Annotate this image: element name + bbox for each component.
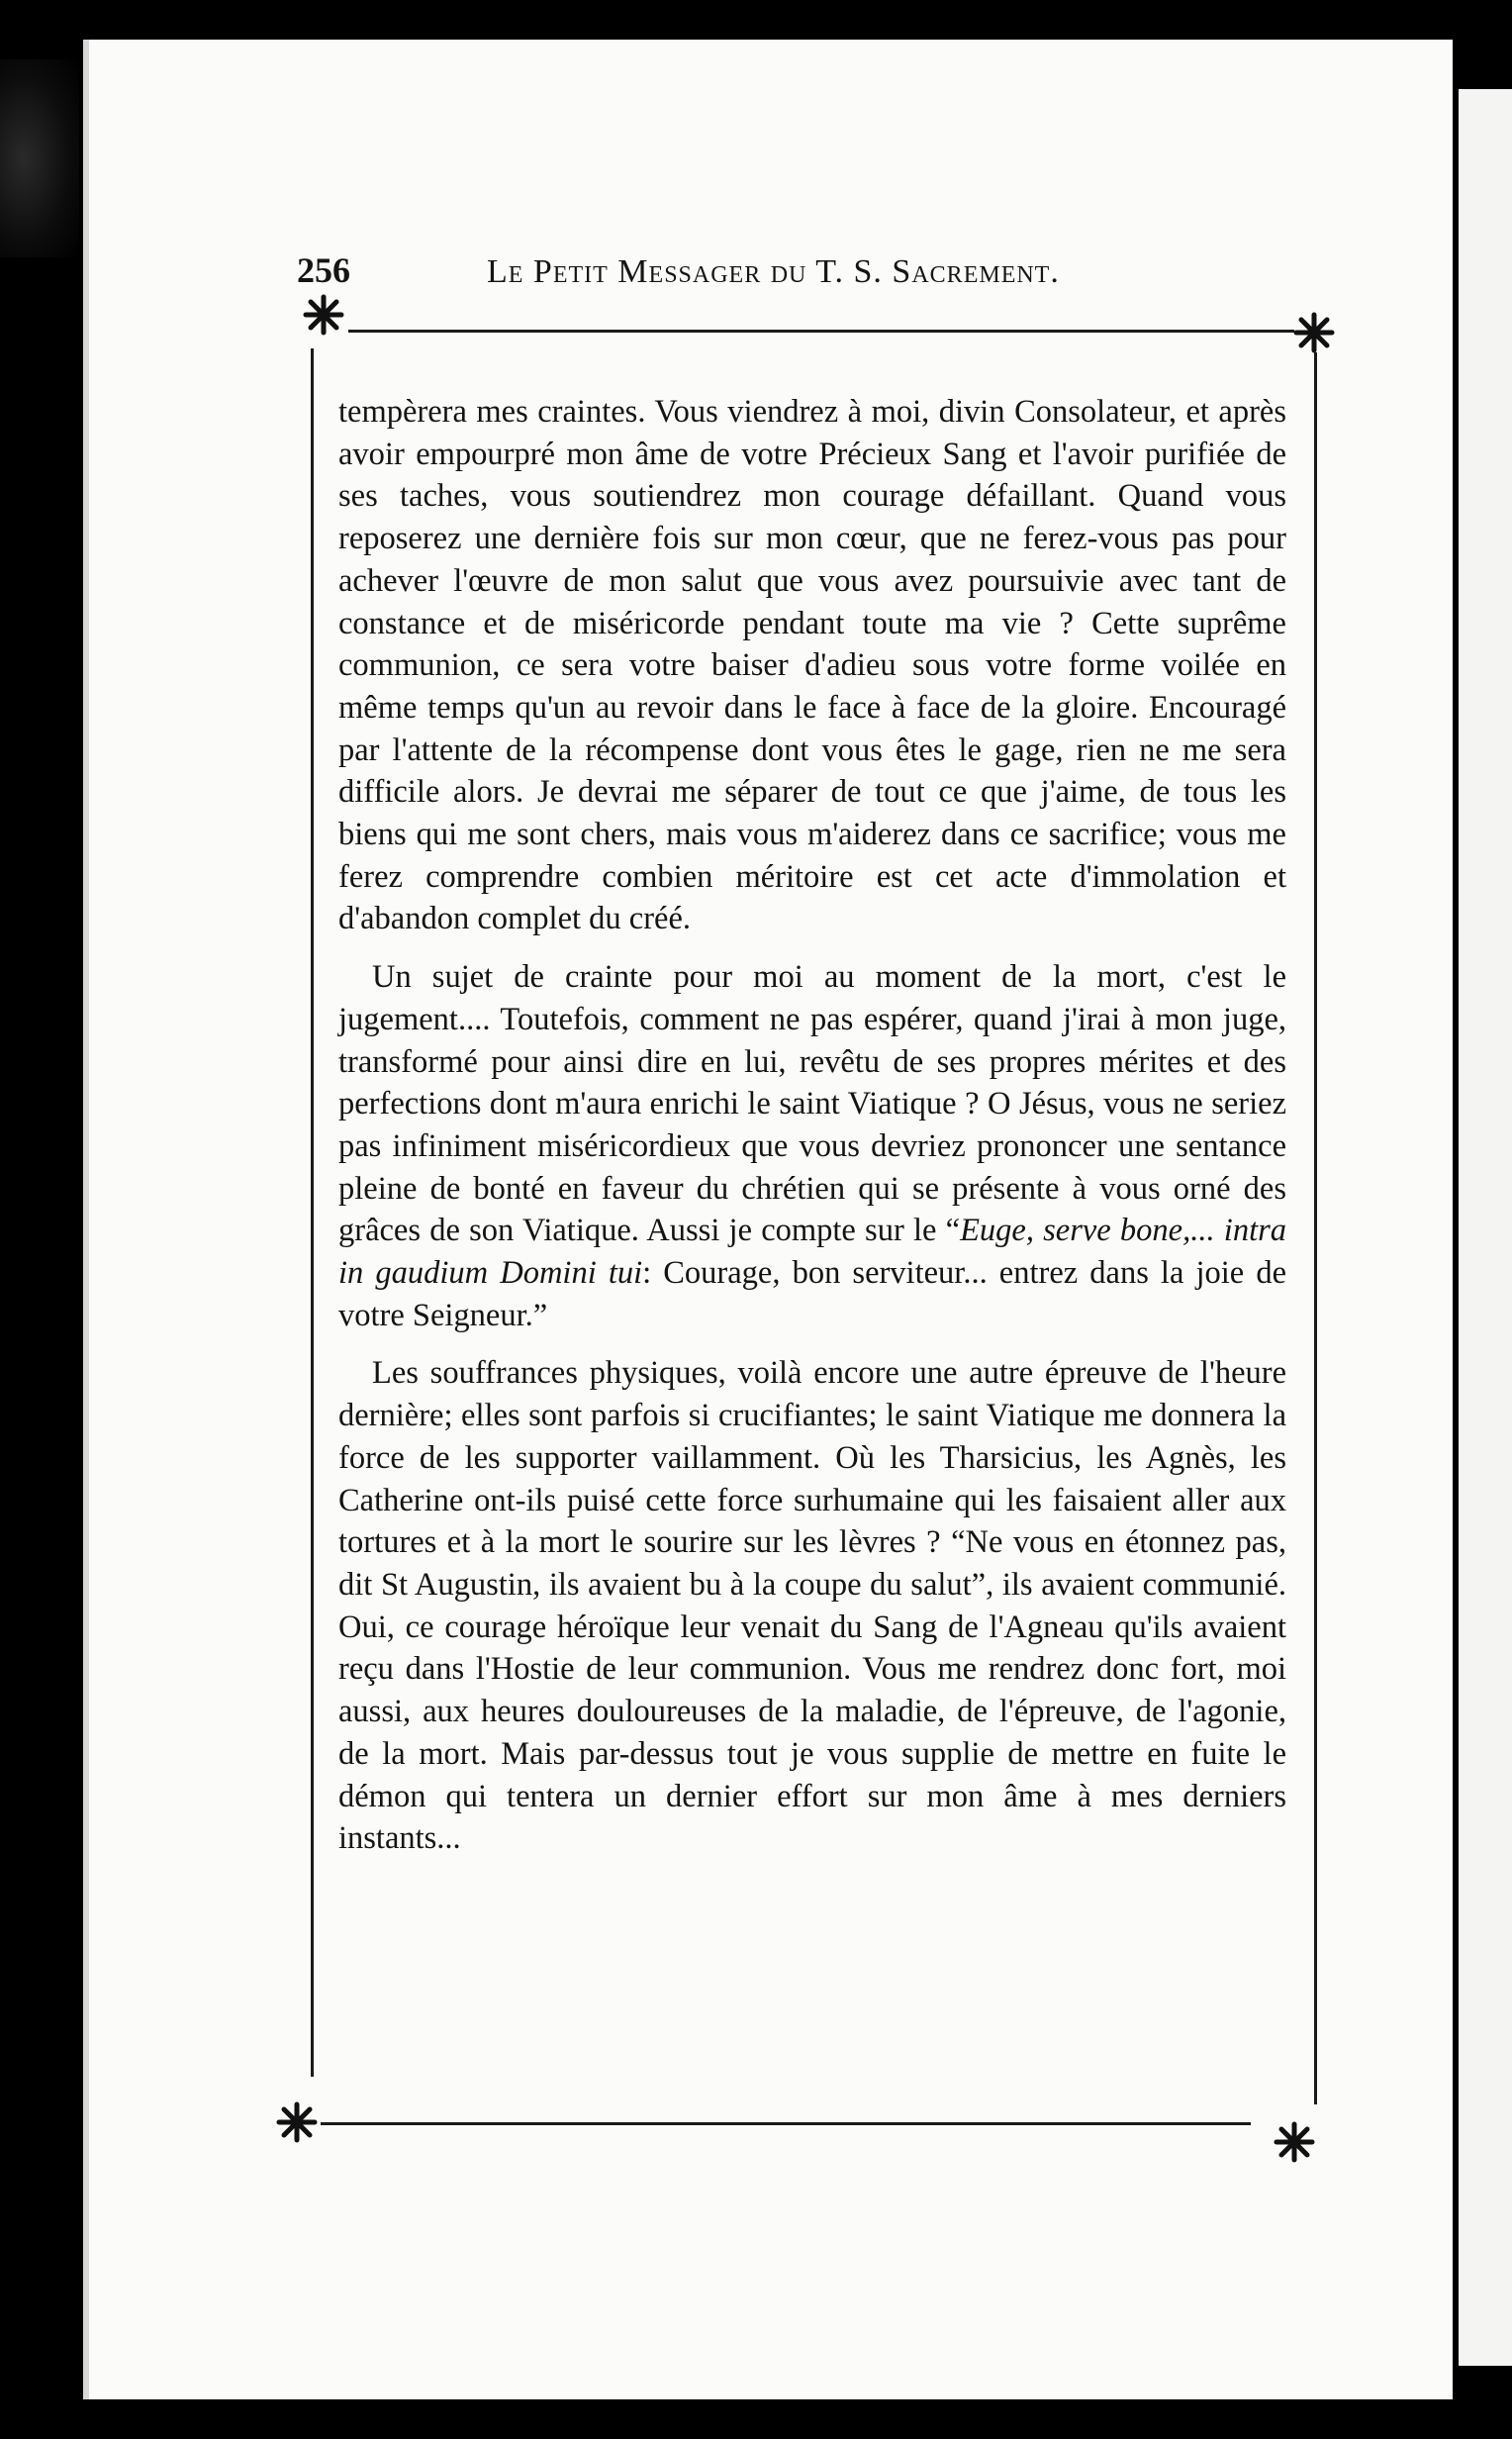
paragraph [338, 1352, 1286, 1859]
frame-top-rule [348, 330, 1294, 333]
italic-quote: Euge, serve bone,... intra in gaudium Domini tui [338, 1213, 1287, 1292]
frame-left-rule [311, 348, 314, 2077]
adjacent-page-edge [1459, 89, 1512, 2366]
ornament-bottom-left-icon [275, 2100, 319, 2144]
frame-bottom-rule [321, 2122, 1251, 2125]
paragraph [338, 391, 1286, 940]
ornament-top-left-icon [302, 293, 345, 337]
paragraph-text: : Courage, bon serviteur... entrez dans la joie de votre Seigneur.” [338, 1255, 1286, 1333]
paragraph-text: Un sujet de crainte pour moi au moment de la mort, c'est le jugement.... Toutefois, comment ne pas espérer, quand j'irai à mon juge, transformé pour ainsi dire en lui, revêtu de ses propres mérites et des perfections dont m'aura enrichi le saint Viatique ? O Jésus, vous ne seriez pas infiniment miséricordieux que vous devriez prononcer une sentance pleine de bonté en faveur du chrétien qui se présente à vous orné des grâces de son Viatique. Aussi je compte sur le “ [338, 959, 1286, 1249]
paragraph-text: Les souffrances physiques, voilà encore une autre épreuve de l'heure dernière; elles sont parfois si crucifiantes; le saint Viatique me donnera la force de les supporter vaillamment. Où les Tharsicius, les Agnès, les Catherine ont-ils puisé cette force surhumaine qui les faisaient aller aux tortures et à la mort le sourire sur les lèvres ? “Ne vous en étonnez pas, dit St Augustin, ils avaient bu à la coupe du salut”, ils avaient communié. Oui, ce courage héroïque leur venait du Sang de l'Agneau qu'ils avaient reçu dans l'Hostie de leur communion. Vous me rendrez donc fort, moi aussi, aux heures douloureuses de la maladie, de l'épreuve, de l'agonie, de la mort. Mais par-dessus tout je vous supplie de mettre en fuite le démon qui tentera un dernier effort sur mon âme à mes derniers instants... [338, 1355, 1286, 1857]
paragraph [338, 956, 1286, 1336]
ornament-top-right-icon [1292, 311, 1336, 354]
page-number: 256 [297, 250, 350, 290]
body-text [338, 391, 1286, 1860]
running-title: Le Petit Messager du T. S. Sacrement. [487, 253, 1060, 290]
page-header [297, 249, 1286, 299]
scan-shadow [0, 59, 79, 257]
frame-right-rule [1314, 352, 1317, 2104]
ornament-bottom-right-icon [1273, 2120, 1316, 2164]
paragraph-text: tempèrera mes craintes. Vous viendrez à moi, divin Consolateur, et après avoir empourpré mon âme de votre Précieux Sang et l'avoir purifiée de ses taches, vous soutiendrez mon courage défaillant. Quand vous reposerez une dernière fois sur mon cœur, que ne ferez-vous pas pour achever l'œuvre de mon salut que vous avez poursuivie avec tant de constance et de miséricorde pendant toute ma vie ? Cette suprême communion, ce sera votre baiser d'adieu sous votre forme voilée en même temps qu'un au revoir dans le face à face de la gloire. Encouragé par l'attente de la récompense dont vous êtes le gage, rien ne me sera difficile alors. Je devrai me séparer de tout ce que j'aime, de tous les biens qui me sont chers, mais vous m'aiderez dans ce sacrifice; vous me ferez comprendre combien méritoire est cet acte d'immolation et d'abandon complet du créé. [338, 394, 1286, 937]
